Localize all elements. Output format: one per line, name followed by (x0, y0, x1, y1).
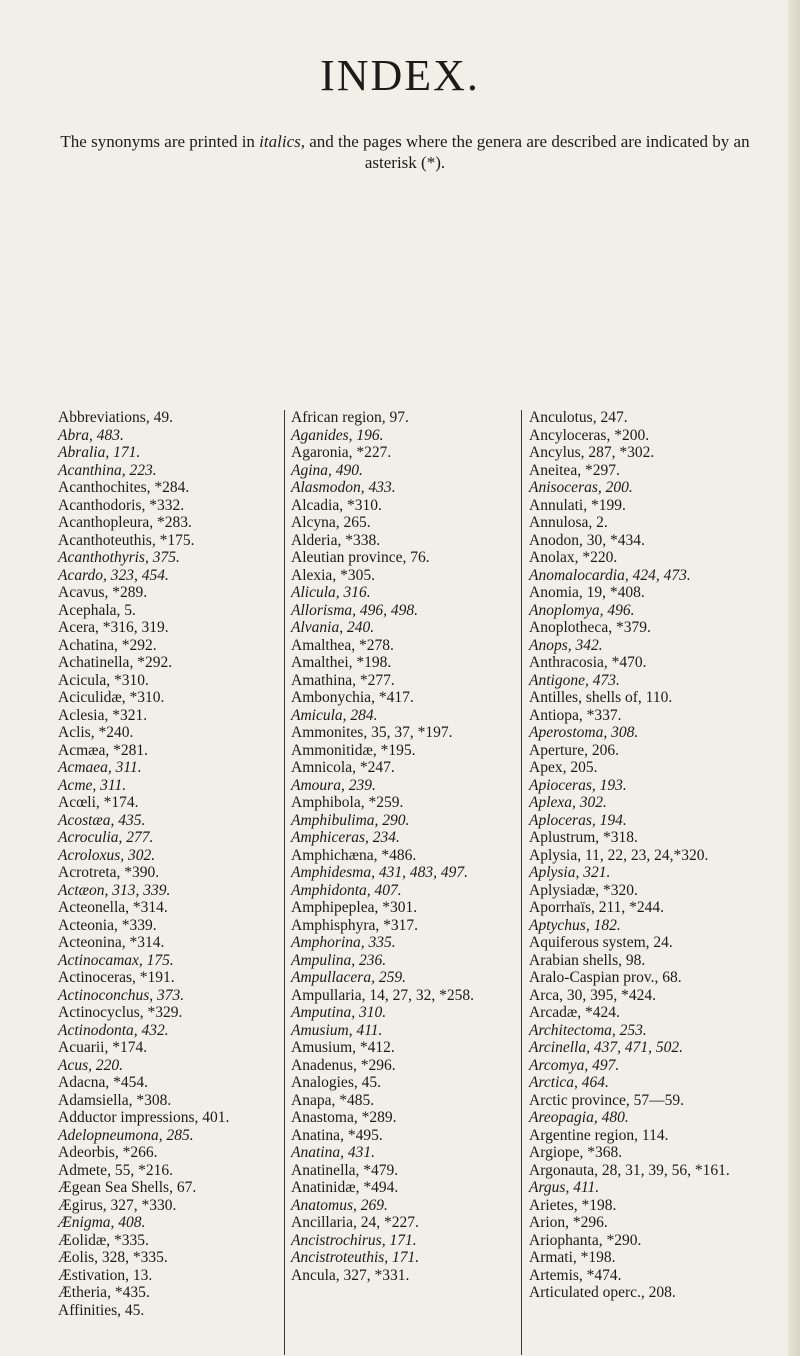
index-entry: Ammonites, 35, 37, *197. (291, 724, 453, 741)
page-edge (788, 0, 800, 1356)
index-entry: Alicula, 316. (291, 584, 371, 601)
index-entry: Arabian shells, 98. (529, 951, 646, 969)
index-entry: Antilles, shells of, 110. (529, 689, 673, 706)
index-entry: Adacna, *454. (58, 1074, 148, 1091)
index-entry: Amusium, *412. (291, 1039, 395, 1056)
index-entry: Acardo, 323, 454. (58, 566, 169, 584)
index-entry: Aciculidæ, *310. (58, 689, 165, 706)
index-entry: Affinities, 45. (58, 1301, 145, 1319)
index-entry: Argus, 411. (529, 1179, 600, 1196)
index-entry: Amphibulima, 290. (291, 811, 410, 829)
index-entry: Arcomya, 497. (529, 1056, 620, 1074)
index-entry: Actinocyclus, *329. (58, 1004, 183, 1021)
index-entry: Amicula, 284. (291, 706, 378, 724)
index-entry: Amphidonta, 407. (291, 881, 402, 899)
index-entry: Acrotreta, *390. (58, 864, 160, 881)
index-entry: Argiope, *368. (529, 1144, 623, 1161)
index-entry: Ampullaria, 14, 27, 32, *258. (291, 986, 474, 1004)
index-entry: Ambonychia, *417. (291, 689, 414, 706)
index-entry: Agina, 490. (291, 461, 363, 479)
index-entry: Alcadia, *310. (291, 496, 382, 514)
index-entry: Amphibola, *259. (291, 794, 404, 811)
index-entry: Ancistrochirus, 171. (291, 1231, 417, 1249)
index-entry: Anolax, *220. (529, 549, 618, 566)
index-entry: Adelopneumona, 285. (58, 1126, 194, 1144)
index-entry: Acanthopleura, *283. (58, 514, 192, 531)
index-entry: Allorisma, 496, 498. (291, 601, 419, 619)
index-entry: Anomia, 19, *408. (529, 584, 645, 601)
index-entry: Anoplotheca, *379. (529, 619, 651, 636)
index-entry: Actæon, 313, 339. (58, 881, 171, 899)
index-column-3 (529, 409, 769, 1302)
page-title: INDEX. (320, 51, 480, 100)
index-entry: Annulati, *199. (529, 496, 626, 514)
index-entry: Alcyna, 265. (291, 514, 371, 531)
index-entry: Areopagia, 480. (529, 1109, 629, 1126)
index-entry: Acostæa, 435. (58, 811, 146, 829)
index-entry: Anops, 342. (529, 636, 603, 654)
index-entry: Apioceras, 193. (529, 776, 627, 794)
index-column-2 (291, 409, 525, 1284)
index-entry: Acera, *316, 319. (58, 619, 169, 636)
index-entry: Agaronia, *227. (291, 444, 392, 461)
index-entry: Aplustrum, *318. (529, 829, 638, 846)
intro-italic-word: italics (259, 132, 301, 151)
index-entry: Aporrhaïs, 211, *244. (529, 899, 665, 916)
index-column-1 (58, 409, 298, 1319)
index-entry: Actinoceras, *191. (58, 969, 175, 986)
column-divider (284, 410, 285, 1355)
index-entry: Acme, 311. (58, 776, 127, 794)
index-entry: Amalthei, *198. (291, 654, 392, 671)
index-entry: Ancillaria, 24, *227. (291, 1214, 419, 1231)
index-entry: Arctica, 464. (529, 1074, 609, 1091)
index-entry: Acroculia, 277. (58, 829, 154, 846)
index-entry: Aquiferous system, 24. (529, 934, 673, 951)
index-entry: Ancistroteuthis, 171. (291, 1249, 420, 1266)
index-entry: Anatina, 431. (291, 1144, 375, 1161)
index-entry: Amathina, *277. (291, 671, 395, 689)
index-entry: Ægean Sea Shells, 67. (58, 1179, 197, 1196)
index-entry: Aperostoma, 308. (529, 724, 639, 741)
index-entry: Articulated operc., 208. (529, 1284, 676, 1301)
index-entry: Actinoconchus, 373. (58, 986, 185, 1004)
index-entry: Amnicola, *247. (291, 759, 395, 776)
index-entry: Ammonitidæ, *195. (291, 741, 416, 759)
index-entry: Æstivation, 13. (58, 1266, 153, 1284)
index-entry: Adeorbis, *266. (58, 1144, 158, 1161)
index-entry: Ancula, 327, *331. (291, 1266, 410, 1284)
index-entry: Abralia, 171. (58, 444, 141, 461)
index-entry: Acmaea, 311. (58, 759, 142, 776)
index-entry: Æolidæ, *335. (58, 1231, 149, 1249)
index-entry: Anastoma, *289. (291, 1109, 397, 1126)
index-entry: Acavus, *289. (58, 584, 148, 601)
index-entry: Acus, 220. (58, 1056, 124, 1074)
index-entry: Achatina, *292. (58, 636, 157, 654)
intro-text-start: The synonyms are printed in (60, 132, 260, 151)
index-entry: Acanthochites, *284. (58, 479, 190, 496)
index-entry: Abra, 483. (58, 426, 124, 444)
index-entry: African region, 97. (291, 409, 409, 426)
index-entry: Admete, 55, *216. (58, 1161, 173, 1179)
index-entry: Amalthea, *278. (291, 636, 394, 654)
index-entry: Antiopa, *337. (529, 706, 622, 724)
index-entry: Anisoceras, 200. (529, 479, 633, 496)
index-entry: Antigone, 473. (529, 671, 620, 689)
index-entry: Amphichæna, *486. (291, 846, 417, 864)
index-entry: Amphiceras, 234. (291, 829, 400, 846)
index-entry: Acteonella, *314. (58, 899, 168, 916)
index-entry: Adductor impressions, 401. (58, 1109, 230, 1126)
index-entry: Ampulina, 236. (291, 951, 387, 969)
index-entry: Artemis, *474. (529, 1266, 622, 1284)
index-entry: Acroloxus, 302. (58, 846, 156, 864)
index-entry: Achatinella, *292. (58, 654, 173, 671)
index-entry: Amputina, 310. (291, 1004, 387, 1021)
index-entry: Anapa, *485. (291, 1091, 375, 1109)
index-entry: Arcinella, 437, 471, 502. (529, 1039, 683, 1056)
index-entry: Amphisphyra, *317. (291, 916, 419, 934)
index-entry: Anatomus, 269. (291, 1196, 388, 1214)
index-entry: Arietes, *198. (529, 1196, 617, 1214)
index-entry: Aptychus, 182. (529, 916, 621, 934)
index-entry: Aplexa, 302. (529, 794, 607, 811)
index-entry: Arion, *296. (529, 1214, 608, 1231)
index-entry: Acanthothyris, 375. (58, 549, 180, 566)
index-entry: Aclis, *240. (58, 724, 134, 741)
index-entry: Abbreviations, 49. (58, 409, 173, 426)
index-entry: Acicula, *310. (58, 671, 149, 689)
index-entry: Argonauta, 28, 31, 39, 56, *161. (529, 1161, 730, 1179)
index-entry: Æolis, 328, *335. (58, 1249, 168, 1266)
index-entry: Amoura, 239. (291, 776, 376, 794)
index-entry: Acephala, 5. (58, 601, 136, 619)
index-entry: Amusium, 411. (291, 1021, 383, 1039)
index-entry: Aplysia, 321. (529, 864, 611, 881)
index-entry: Aleutian province, 76. (291, 549, 430, 566)
index-entry: Aploceras, 194. (529, 811, 627, 829)
index-entry: Acuarii, *174. (58, 1039, 148, 1056)
index-entry: Ancylus, 287, *302. (529, 444, 655, 461)
column-divider (521, 410, 522, 1355)
index-entry: Acmæa, *281. (58, 741, 148, 759)
index-entry: Arcadæ, *424. (529, 1004, 620, 1021)
index-entry: Apex, 205. (529, 759, 598, 776)
index-entry: Amphidesma, 431, 483, 497. (291, 864, 468, 881)
index-entry: Aganides, 196. (291, 426, 384, 444)
index-entry: Anatina, *495. (291, 1126, 383, 1144)
index-entry: Aperture, 206. (529, 741, 619, 759)
index-entry: Anatinella, *479. (291, 1161, 399, 1179)
index-entry: Ænigma, 408. (58, 1214, 146, 1231)
index-entry: Arctic province, 57—59. (529, 1091, 684, 1109)
intro-text-end: , and the pages where the genera are described are indicated by an asterisk (*). (300, 132, 750, 172)
index-entry: Ancyloceras, *200. (529, 426, 650, 444)
index-entry: Anoplomya, 496. (529, 601, 635, 619)
index-entry: Adamsiella, *308. (58, 1091, 172, 1109)
index-entry: Alderia, *338. (291, 531, 381, 549)
index-entry: Actinocamax, 175. (58, 951, 174, 969)
index-entry: Actinodonta, 432. (58, 1021, 169, 1039)
index-entry: Acteonina, *314. (58, 934, 165, 951)
index-entry: Aplysiadæ, *320. (529, 881, 638, 899)
index-entry: Aneitea, *297. (529, 461, 620, 479)
index-entry: Alexia, *305. (291, 566, 375, 584)
index-entry: Anculotus, 247. (529, 409, 628, 426)
index-entry: Aralo-Caspian prov., 68. (529, 969, 682, 986)
index-entry: Acanthina, 223. (58, 461, 157, 479)
index-entry: Analogies, 45. (291, 1074, 381, 1091)
index-entry: Anthracosia, *470. (529, 654, 647, 671)
index-entry: Amphipeplea, *301. (291, 899, 418, 916)
index-entry: Anatinidæ, *494. (291, 1179, 399, 1196)
index-entry: Annulosa, 2. (529, 514, 608, 531)
index-entry: Alvania, 240. (291, 619, 375, 636)
index-entry: Arca, 30, 395, *424. (529, 986, 656, 1004)
index-entry: Ampullacera, 259. (291, 969, 406, 986)
index-entry: Architectoma, 253. (529, 1021, 647, 1039)
intro-note (60, 131, 750, 173)
index-entry: Anadenus, *296. (291, 1056, 396, 1074)
index-entry: Aplysia, 11, 22, 23, 24,*320. (529, 846, 709, 864)
index-entry: Aclesia, *321. (58, 706, 148, 724)
index-entry: Acteonia, *339. (58, 916, 157, 934)
index-entry: Argentine region, 114. (529, 1126, 669, 1144)
index-entry: Armati, *198. (529, 1249, 616, 1266)
index-entry: Anomalocardia, 424, 473. (529, 566, 691, 584)
index-entry: Acœli, *174. (58, 794, 139, 811)
index-entry: Ariophanta, *290. (529, 1231, 642, 1249)
index-entry: Acanthoteuthis, *175. (58, 531, 195, 549)
index-entry: Amphorina, 335. (291, 934, 396, 951)
index-entry: Ægirus, 327, *330. (58, 1196, 177, 1214)
index-entry: Ætheria, *435. (58, 1284, 150, 1301)
index-entry: Anodon, 30, *434. (529, 531, 645, 549)
index-entry: Acanthodoris, *332. (58, 496, 185, 514)
index-entry: Alasmodon, 433. (291, 479, 396, 496)
